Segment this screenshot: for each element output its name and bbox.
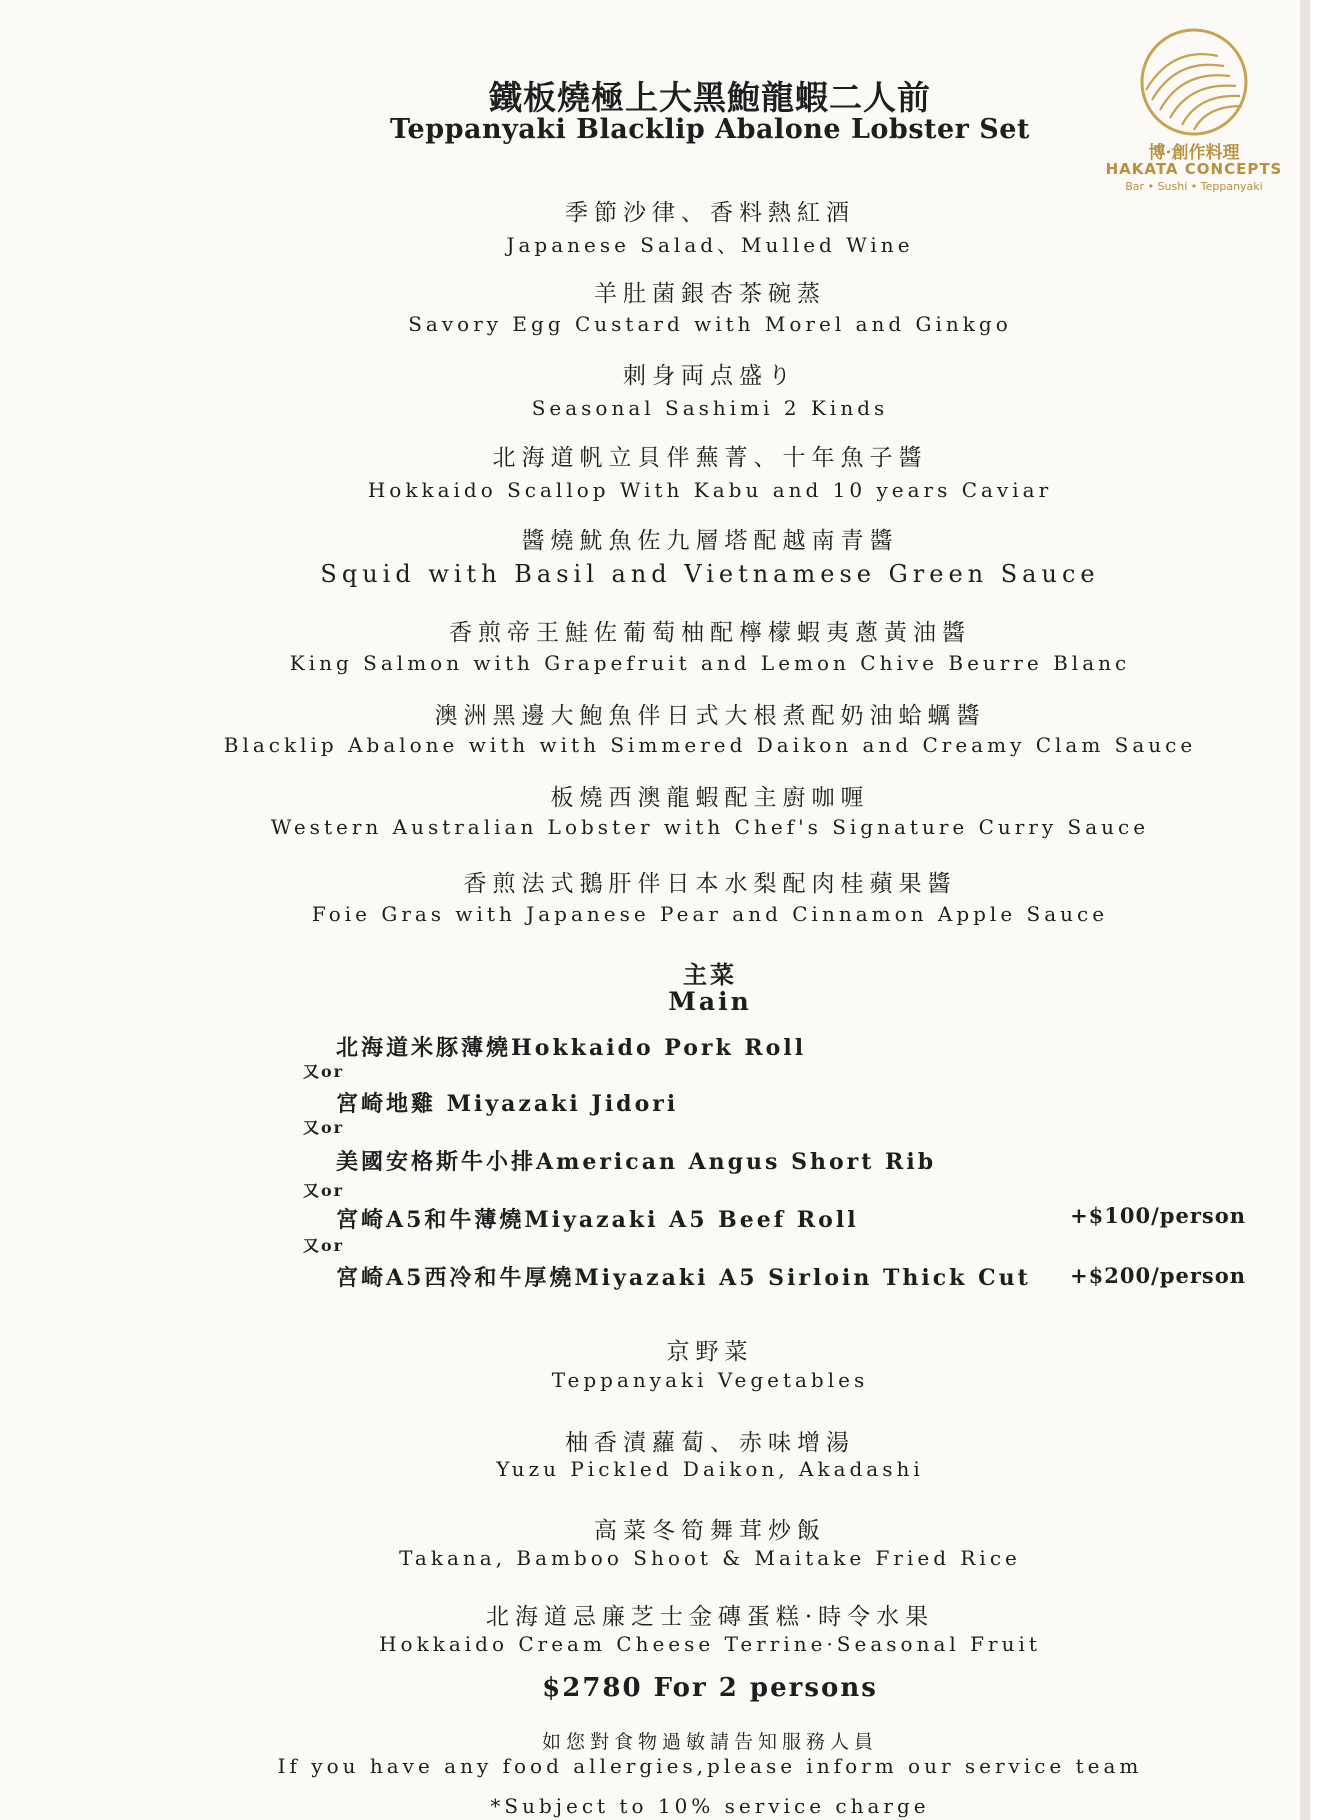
service-charge-note: *Subject to 10% service charge bbox=[490, 1794, 930, 1818]
course-8-chinese: 板燒西澳龍蝦配主廚咖喱 bbox=[550, 785, 870, 811]
price-surcharge-a5-beef-roll: +$100/person bbox=[1070, 1203, 1246, 1228]
set-price: $2780 For 2 persons bbox=[542, 1673, 878, 1703]
course-dessert-chinese: 北海道忌廉芝士金磚蛋糕·時令水果 bbox=[485, 1604, 935, 1630]
main-heading-chinese: 主菜 bbox=[683, 960, 737, 989]
main-option-a5-beef-roll: 宮崎A5和牛薄燒Miyazaki A5 Beef Roll bbox=[336, 1207, 859, 1233]
main-option-short-rib: 美國安格斯牛小排American Angus Short Rib bbox=[336, 1149, 937, 1175]
or-label: 又or bbox=[303, 1118, 345, 1137]
course-vegetables-chinese: 京野菜 bbox=[666, 1339, 754, 1365]
main-heading-english: Main bbox=[668, 987, 752, 1016]
course-6-chinese: 香煎帝王鮭佐葡萄柚配檸檬蝦夷蔥黃油醬 bbox=[449, 620, 971, 646]
logo-chinese-name: 博·創作料理 bbox=[1148, 143, 1240, 163]
course-pickles-english: Yuzu Pickled Daikon, Akadashi bbox=[496, 1457, 924, 1481]
course-9-chinese: 香煎法式鵝肝伴日本水梨配肉桂蘋果醬 bbox=[463, 871, 957, 897]
course-2-chinese: 羊肚菌銀杏茶碗蒸 bbox=[594, 281, 826, 307]
course-vegetables-english: Teppanyaki Vegetables bbox=[551, 1368, 869, 1392]
or-label: 又or bbox=[303, 1062, 345, 1081]
course-4-chinese: 北海道帆立貝伴蕪菁、十年魚子醬 bbox=[492, 445, 928, 471]
menu-title-english: Teppanyaki Blacklip Abalone Lobster Set bbox=[390, 114, 1030, 145]
or-label: 又or bbox=[303, 1181, 345, 1200]
main-option-a5-sirloin: 宮崎A5西冷和牛厚燒Miyazaki A5 Sirloin Thick Cut bbox=[336, 1265, 1031, 1291]
course-1-chinese: 季節沙律、香料熱紅酒 bbox=[565, 200, 855, 226]
course-dessert-english: Hokkaido Cream Cheese Terrine·Seasonal Fruit bbox=[379, 1632, 1041, 1656]
course-7-chinese: 澳洲黑邊大鮑魚伴日式大根煮配奶油蛤蠣醬 bbox=[434, 703, 986, 729]
course-1-english: Japanese Salad、Mulled Wine bbox=[506, 233, 914, 257]
or-label: 又or bbox=[303, 1236, 345, 1255]
course-9-english: Foie Gras with Japanese Pear and Cinnamon Apple Sauce bbox=[311, 902, 1109, 926]
allergy-note-english: If you have any food allergies,please inform our service team bbox=[277, 1754, 1143, 1778]
logo-english-name: HAKATA CONCEPTS bbox=[1105, 160, 1283, 178]
main-option-pork-roll: 北海道米豚薄燒Hokkaido Pork Roll bbox=[336, 1035, 807, 1061]
logo-tagline: Bar • Sushi • Teppanyaki bbox=[1125, 180, 1263, 193]
course-3-english: Seasonal Sashimi 2 Kinds bbox=[531, 396, 889, 420]
course-pickles-chinese: 柚香漬蘿蔔、赤味增湯 bbox=[565, 1430, 855, 1456]
allergy-note-chinese: 如您對食物過敏請告知服務人員 bbox=[541, 1731, 878, 1753]
course-rice-chinese: 高菜冬筍舞茸炒飯 bbox=[594, 1518, 826, 1544]
course-5-english: Squid with Basil and Vietnamese Green Sauce bbox=[320, 560, 1100, 588]
menu-title-chinese: 鐵板燒極上大黑鮑龍蝦二人前 bbox=[489, 78, 931, 117]
price-surcharge-a5-sirloin: +$200/person bbox=[1070, 1263, 1246, 1288]
course-5-chinese: 醬燒魷魚佐九層塔配越南青醬 bbox=[521, 528, 899, 554]
course-8-english: Western Australian Lobster with Chef's Signature Curry Sauce bbox=[270, 815, 1150, 839]
course-3-chinese: 刺身両点盛り bbox=[623, 363, 797, 389]
course-6-english: King Salmon with Grapefruit and Lemon Chive Beurre Blanc bbox=[289, 651, 1131, 675]
course-2-english: Savory Egg Custard with Morel and Ginkgo bbox=[408, 312, 1012, 336]
course-rice-english: Takana, Bamboo Shoot & Maitake Fried Rice bbox=[399, 1546, 1021, 1570]
main-option-jidori: 宮崎地雞 Miyazaki Jidori bbox=[336, 1091, 679, 1117]
course-4-english: Hokkaido Scallop With Kabu and 10 years Caviar bbox=[367, 478, 1053, 502]
course-7-english: Blacklip Abalone with with Simmered Daikon and Creamy Clam Sauce bbox=[223, 733, 1197, 757]
